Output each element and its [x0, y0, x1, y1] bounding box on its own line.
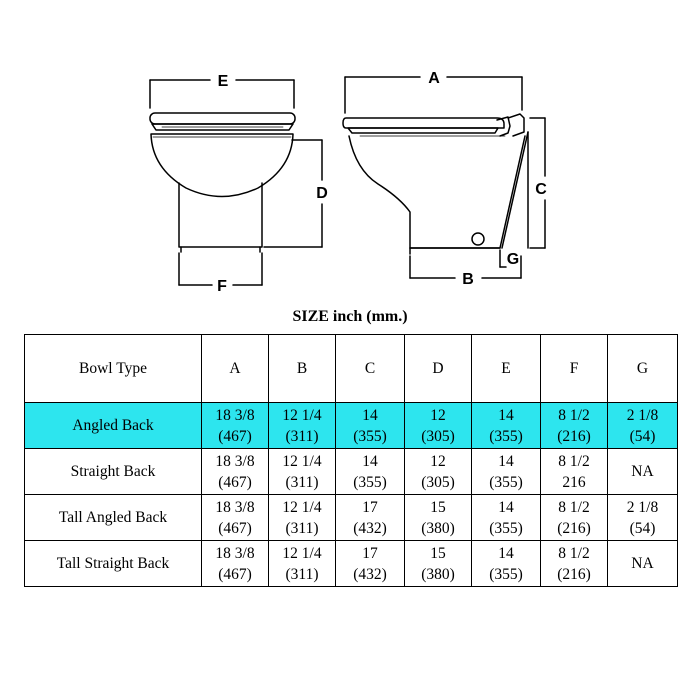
cell-text: 14 — [498, 544, 514, 562]
value-cell — [269, 403, 336, 449]
value-cell — [472, 403, 541, 449]
dim-label-d: D — [316, 185, 328, 202]
value-cell — [608, 541, 678, 587]
header-col-c: C — [336, 335, 405, 403]
value-cell — [608, 495, 678, 541]
toilet-side-view — [343, 114, 528, 254]
value-cell — [202, 495, 269, 541]
cell-text: 15 — [430, 544, 446, 562]
value-cell — [405, 403, 472, 449]
value-cell — [608, 403, 678, 449]
cell-text: 8 1/2 — [558, 544, 590, 562]
value-cell — [336, 449, 405, 495]
dimension-d — [264, 140, 322, 247]
table-row — [25, 495, 678, 541]
cell-text: 12 1/4 — [282, 498, 322, 516]
cell-text: 12 — [430, 452, 446, 470]
header-col-b: B — [269, 335, 336, 403]
cell-text: 2 1/8 — [626, 406, 659, 424]
cell-text: 14 — [362, 406, 378, 424]
value-cell — [405, 449, 472, 495]
cell-text: 14 — [498, 452, 514, 470]
cell-text: (432) — [353, 565, 387, 583]
cell-text: (311) — [285, 565, 319, 583]
table-row — [25, 541, 678, 587]
table-row — [25, 449, 678, 495]
cell-text: 18 3/8 — [215, 544, 255, 562]
value-cell — [202, 449, 269, 495]
table-header-row — [25, 335, 678, 403]
cell-text: 12 — [430, 406, 446, 424]
value-cell — [472, 449, 541, 495]
cell-text: 14 — [498, 498, 514, 516]
value-cell — [608, 449, 678, 495]
value-cell — [541, 449, 608, 495]
cell-text: (54) — [629, 427, 656, 445]
value-cell — [472, 495, 541, 541]
value-cell — [202, 403, 269, 449]
cell-text: 14 — [498, 406, 514, 424]
cell-text: 18 3/8 — [215, 406, 255, 424]
bowl-type-cell — [25, 495, 202, 541]
value-cell — [405, 541, 472, 587]
cell-text: Straight Back — [70, 463, 156, 480]
value-cell — [269, 541, 336, 587]
dim-label-f: F — [217, 278, 227, 295]
header-col-f: F — [541, 335, 608, 403]
cell-text: (311) — [285, 427, 319, 445]
cell-text: (216) — [557, 427, 591, 445]
cell-text: (355) — [353, 427, 387, 445]
cell-text: (311) — [285, 473, 319, 491]
toilet-front-view — [150, 113, 295, 252]
cell-text: (432) — [353, 519, 387, 537]
cell-text: (467) — [218, 565, 252, 583]
cell-text: (380) — [421, 565, 455, 583]
header-col-e: E — [472, 335, 541, 403]
cell-text: (355) — [489, 519, 523, 537]
cell-text: Tall Angled Back — [58, 509, 168, 526]
dim-label-a: A — [428, 70, 440, 87]
cell-text: (54) — [629, 519, 656, 537]
bowl-type-cell — [25, 541, 202, 587]
value-cell — [541, 495, 608, 541]
cell-text: (467) — [218, 519, 252, 537]
value-cell — [269, 495, 336, 541]
cell-text: 12 1/4 — [282, 544, 322, 562]
cell-text: (355) — [489, 565, 523, 583]
cell-text: Angled Back — [72, 417, 154, 434]
value-cell — [336, 403, 405, 449]
cell-text: (216) — [557, 519, 591, 537]
cell-text: (467) — [218, 427, 252, 445]
cell-text: 12 1/4 — [282, 452, 322, 470]
cell-text: 18 3/8 — [215, 452, 255, 470]
size-table — [24, 334, 678, 587]
dim-label-g: G — [506, 251, 520, 268]
value-cell — [405, 495, 472, 541]
value-cell — [541, 541, 608, 587]
cell-text: (355) — [353, 473, 387, 491]
dim-label-e: E — [217, 73, 229, 90]
header-col-a: A — [202, 335, 269, 403]
bowl-type-cell — [25, 449, 202, 495]
cell-text: 14 — [362, 452, 378, 470]
cell-text: (305) — [421, 427, 455, 445]
cell-text: (467) — [218, 473, 252, 491]
toilet-dimension-diagram — [0, 0, 700, 300]
cell-text: 8 1/2 — [558, 406, 590, 424]
cell-text: 8 1/2 — [558, 452, 590, 470]
bowl-type-cell — [25, 403, 202, 449]
cell-text: 216 — [562, 473, 586, 491]
header-col-d: D — [405, 335, 472, 403]
cell-text: (380) — [421, 519, 455, 537]
value-cell — [336, 541, 405, 587]
dimension-g — [500, 250, 506, 267]
cell-text: 18 3/8 — [215, 498, 255, 516]
value-cell — [269, 449, 336, 495]
cell-text: 17 — [362, 498, 378, 516]
table-row — [25, 403, 678, 449]
cell-text: (355) — [489, 427, 523, 445]
cell-text: (305) — [421, 473, 455, 491]
cell-text: NA — [631, 463, 654, 480]
cell-text: (311) — [285, 519, 319, 537]
cell-text: 2 1/8 — [626, 498, 659, 516]
dim-label-b: B — [462, 271, 474, 288]
header-col-g: G — [608, 335, 678, 403]
value-cell — [336, 495, 405, 541]
cell-text: NA — [631, 555, 654, 572]
cell-text: 17 — [362, 544, 378, 562]
cell-text: (216) — [557, 565, 591, 583]
cell-text: Tall Straight Back — [56, 555, 170, 572]
value-cell — [472, 541, 541, 587]
cell-text: (355) — [489, 473, 523, 491]
cell-text: 12 1/4 — [282, 406, 322, 424]
table-title: SIZE inch (mm.) — [292, 308, 408, 325]
cell-text: 15 — [430, 498, 446, 516]
cell-text: 8 1/2 — [558, 498, 590, 516]
value-cell — [541, 403, 608, 449]
dim-label-c: C — [535, 181, 547, 198]
value-cell — [202, 541, 269, 587]
header-bowl-type: Bowl Type — [25, 335, 202, 403]
